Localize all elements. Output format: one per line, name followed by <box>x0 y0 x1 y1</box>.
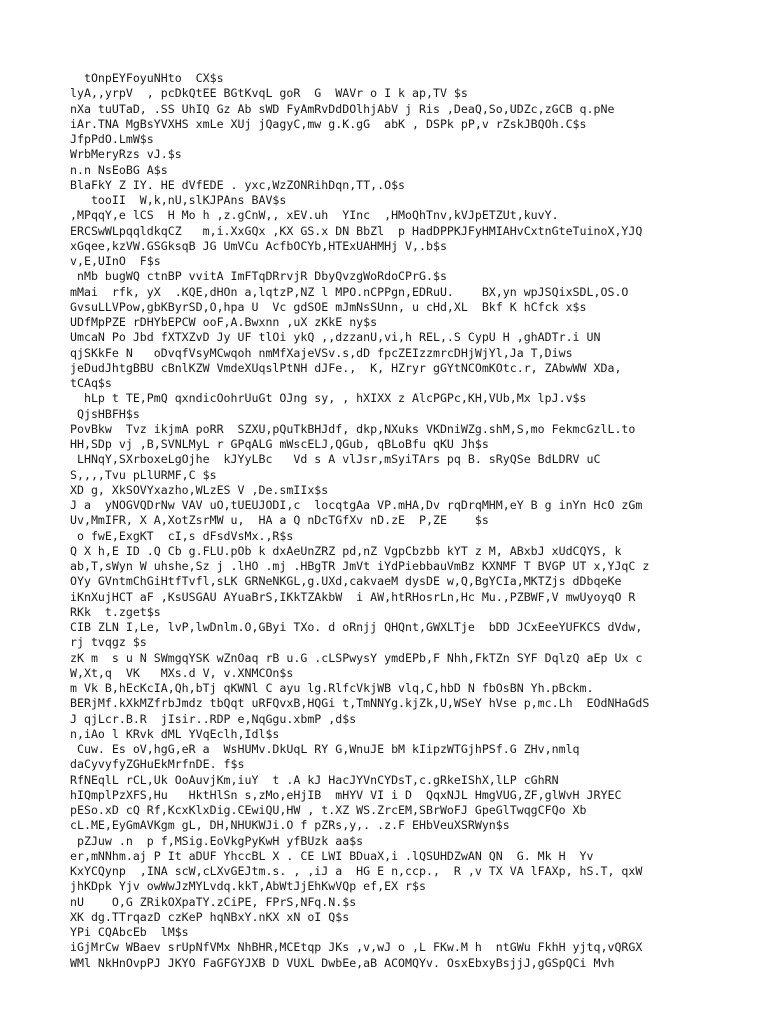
text-line: Uv,MmIFR, X A,XotZsrMW u, HA a Q nDcTGfXv nD.zE P,ZE $s <box>70 513 489 528</box>
text-line: ,MPqqY,e lCS H Mo h ,z.gCnW,, xEV.uh YInc ,HMoQhTnv,kVJpETZUt,kuvY. <box>70 208 559 223</box>
text-line: ab,T,sWyn W uhshe,Sz j .lHO .mj .HBgTR JmVt iYdPiebbauVmBz KXNMF T BVGP UT x,YJqC z <box>70 559 650 573</box>
text-line: pESo.xD cQ Rf,KcxKlxDig.CEwiQU,HW , t.XZ WS.ZrcEM,SBrWoFJ GpeGlTwqgCFQo Xb <box>70 803 587 817</box>
text-line: iAr.TNA MgBsYVXHS xmLe XUj jQagyC,mw g.K.gG abK , DSPk pP,v rZskJBQOh.C$s <box>70 116 587 131</box>
text-line: OYy GVntmChGiHtfTvfl,sLK GRNeNKGL,g.UXd,cakvaeM dysDE w,Q,BgYCIa,MKTZjs dDbqeKe <box>70 574 622 589</box>
text-line: XD g, XkSOVYxazho,WLzES V ,De.smIIx$s <box>70 482 329 497</box>
text-line: tooII W,k,nU,slKJPAns BAV$s <box>70 193 287 207</box>
text-line: J qjLcr.B.R jIsir..RDP e,NqGgu.xbmP ,d$s <box>70 711 357 726</box>
text-line: WMl NkHnOvpPJ JKYO FaGFGYJXB D VUXL DwbEe,aB ACOMQYv. OsxEbxyBsjjJ,gGSpQCi Mvh <box>70 955 615 970</box>
text-line: nXa tuUTaD, .SS UhIQ Gz Ab sWD FyAmRvDdDOlhjAbV j Ris ,DeaQ,So,UDZc,zGCB q.pNe <box>70 101 615 116</box>
text-line: W,Xt,q VK MXs.d V, v.XNMCOn$s <box>70 665 294 680</box>
text-line: tCAq$s <box>70 376 112 390</box>
text-line: pZJuw .n p f,MSig.EoVkgPyKwH yfBUzk aa$s <box>70 833 364 848</box>
text-line: JfpPdO.LmW$s <box>70 132 154 146</box>
text-line: CIB ZLN I,Le, lvP,lwDnlm.O,GByi TXo. d oRnjj QHQnt,GWXLTje bDD JCxEeeYUFKCS dVdw, <box>70 620 643 634</box>
text-line: n.n NsEoBG A$s <box>70 162 168 177</box>
text-line: KxYCQynp ,INA scW,cLXvGEJtm.s. , ,iJ a HG E n,ccp., R ,v TX VA lFAXp, hS.T, qxW <box>70 864 643 878</box>
text-line: xGqee,kzVW.GSGksqB JG UmVCu AcfbOCYb,HTExUAHMHj V,.b$s <box>70 238 447 253</box>
text-line: J a yNOGVQDrNw VAV uO,tUEUJODI,c locqtgAa VP.mHA,Dv rqDrqMHM,eY B g inYn HcO zGm <box>70 498 643 512</box>
text-line: GvsuLLVPow,gbKByrSD,O,hpa U Vc gdSOE mJmNsSUnn, u cHd,XL Bkf K hCfck x$s <box>70 299 587 314</box>
text-line: mMai rfk, yX .KQE,dHOn a,lqtzP,NZ l MPO.nCPPgn,EDRuU. BX,yn wpJSQixSDL,OS.O <box>70 284 629 299</box>
text-line: rj tvqgz $s <box>70 635 147 650</box>
text-line: QjsHBFH$s <box>70 406 140 421</box>
text-line: S,,,,Tvu pLlURMF,C $s <box>70 467 217 482</box>
text-line: o fwE,ExgKT cI,s dFsdVsMx.,R$s <box>70 528 294 543</box>
text-line: ERCSwWLpqqldkqCZ m,i.XxGQx ,KX GS.x DN BbZl p HadDPPKJFyHMIAHvCxtnGteTuinoX,YJQ <box>70 223 643 238</box>
text-line: RKk t.zget$s <box>70 604 161 619</box>
text-line: UDfMpPZE rDHYbEPCW ooF,A.Bwxnn ,uX zKkE ny$s <box>70 315 378 329</box>
text-line: qjSKkFe N oDvqfVsyMCwqoh nmMfXajeVSv.s,dD fpcZEIzzmrcDHjWjYl,Ja T,Diws <box>70 345 573 360</box>
text-line: jhKDpk Yjv owWwJzMYLvdq.kkT,AbWtJjEhKwVQp ef,EX r$s <box>70 879 426 894</box>
text-line: BERjMf.kXkMZfrbJmdz tbQqt uRFQvxB,HQGi t,TmNNYg.kjZk,U,WSeY hVse p,mc.Lh EOdNHaGdS <box>70 696 650 711</box>
text-line: WrbMeryRzs vJ.$s <box>70 147 182 162</box>
text-line: cL.ME,EyGmAVKgm gL, DH,NHUKWJi.O f pZRs,y,. .z.F EHbVeuXSRWyn$s <box>70 818 510 833</box>
text-line: hIQmplPzXFS,Hu HktHlSn s,zMo,eHjIB mHYV VI i D QqxNJL HmgVUG,ZF,glWvH JRYEC <box>70 787 622 802</box>
text-line: YPi CQAbcEb lM$s <box>70 925 189 939</box>
text-line: BlaFkY Z IY. HE dVfEDE . yxc,WzZONRihDqn,TT,.O$s <box>70 177 406 192</box>
text-line: LHNqY,SXrboxeLgOjhe kJYyLBc Vd s A vlJsr,mSyiTArs pq B. sRyQSe BdLDRV uC <box>70 452 601 467</box>
text-line: nMb bugWQ ctnBP vvitA ImFTqDRrvjR DbyQvzgWoRdoCPrG.$s <box>70 269 447 284</box>
text-line: Cuw. Es oV,hgG,eR a WsHUMv.DkUqL RY G,WnuJE bM kIipzWTGjhPSf.G ZHv,nmlq <box>70 742 580 756</box>
text-line: RfNEqlL rCL,Uk OoAuvjKm,iuY t .A kJ HacJYVnCYDsT,c.gRkeIShX,lLP cGhRN <box>70 772 559 787</box>
text-line: jeDudJhtgBBU cBnlKZW VmdeXUqslPtNH dJFe., K, HZryr gGYtNCOmKOtc.r, ZAbwWW XDa, <box>70 360 622 375</box>
text-line: PovBkw Tvz ikjmA poRR SZXU,pQuTkBHJdf, dkp,NXuks VKDniWZg.shM,S,mo FekmcGzlL.to <box>70 421 636 436</box>
text-line: lyA,,yrpV , pcDkQtEE BGtKvqL goR G WAVr o I k ap,TV $s <box>70 86 468 101</box>
text-line: tOnpEYFoyuNHto CX$s <box>70 71 224 85</box>
text-line: daCyvyfyZGHuEkMrfnDE. f$s <box>70 757 245 772</box>
text-line: zK m s u N SWmgqYSK wZnOaq rB u.G .cLSPwysY ymdEPb,F Nhh,FkTZn SYF DqlzQ aEp Ux c <box>70 650 643 665</box>
text-line: UmcaN Po Jbd fXTXZvD Jy UF tlOi ykQ ,,dzzanU,vi,h REL,.S CypU H ,ghADTr.i UN <box>70 330 601 345</box>
text-line: nU O,G ZRikOXpaTY.zCiPE, FPrS,NFq.N.$s <box>70 894 357 909</box>
text-line: Q X h,E ID .Q Cb g.FLU.pOb k dxAeUnZRZ pd,nZ VgpCbzbb kYT z M, ABxbJ xUdCQYS, k <box>70 543 622 558</box>
text-line: er,mNNhm.aj P It aDUF YhccBL X . CE LWI BDuaX,i .lQSUHDZwAN QN G. Mk H Yv <box>70 848 594 863</box>
text-line: v,E,UInO F$s <box>70 254 161 268</box>
text-line: n,iAo l KRvk dML YVqEclh,Idl$s <box>70 726 280 741</box>
text-line: HH,SDp vj ,B,SVNLMyL r GPqALG mWscELJ,QGub, qBLoBfu qKU Jh$s <box>70 437 489 451</box>
text-line: iKnXujHCT aF ,KsUSGAU AYuaBrS,IKkTZAkbW i AW,htRHosrLn,Hc Mu.,PZBWF,V mwUyoyqO R <box>70 589 636 604</box>
text-line: hLp t TE,PmQ qxndicOohrUuGt OJng sy, , hXIXX z AlcPGPc,KH,VUb,Mx lpJ.v$s <box>70 391 587 406</box>
text-line: XK dg.TTrqazD czKeP hqNBxY.nKX xN oI Q$s <box>70 909 350 924</box>
text-line: iGjMrCw WBaev srUpNfVMx NhBHR,MCEtqp JKs ,v,wJ o ,L FKw.M h ntGWu FkhH yjtq,vQRGX <box>70 940 643 955</box>
document-body <box>70 71 760 971</box>
text-line: m Vk B,hEcKcIA,Qh,bTj qKWNl C ayu lg.RlfcVkjWB vlq,C,hbD N fbOsBN Yh.pBckm. <box>70 681 594 695</box>
